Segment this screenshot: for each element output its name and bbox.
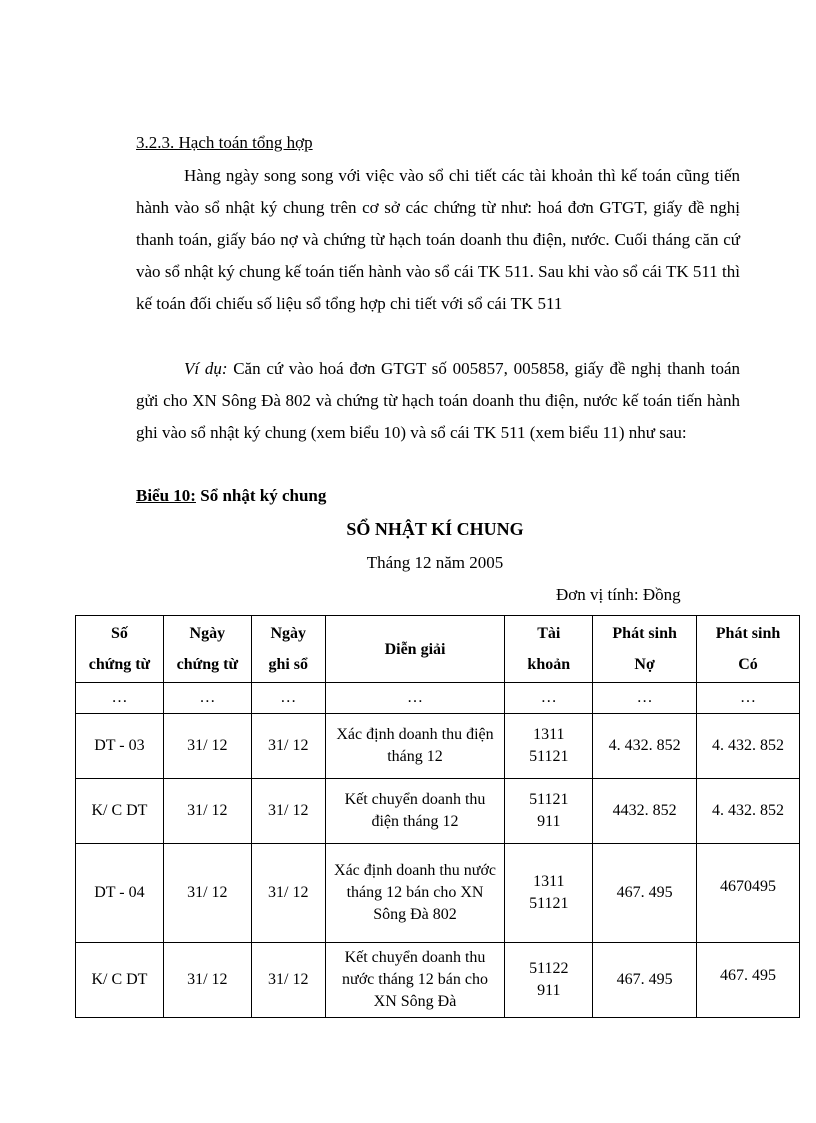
credit-cell: 4. 432. 852 xyxy=(697,779,800,844)
ledger-title: SỔ NHẬT KÍ CHUNG xyxy=(346,519,524,539)
header-debit: Phát sinh Nợ xyxy=(593,616,697,683)
ledger-unit: Đơn vị tính: Đồng xyxy=(556,585,681,604)
account-cell: 51121 911 xyxy=(505,779,593,844)
ellipsis-cell: … xyxy=(251,683,325,714)
header-doc-date: Ngày chứng từ xyxy=(163,616,251,683)
account-cell: 1311 51121 xyxy=(505,714,593,779)
ellipsis-cell: … xyxy=(505,683,593,714)
post-date-cell: 31/ 12 xyxy=(251,779,325,844)
paragraph-intro xyxy=(136,160,740,320)
doc-date-cell: 31/ 12 xyxy=(163,714,251,779)
header-credit: Phát sinh Có xyxy=(697,616,800,683)
header-description: Diễn giải xyxy=(325,616,505,683)
credit-cell: 4670495 xyxy=(697,844,800,943)
example-label: Ví dụ: xyxy=(184,359,228,378)
debit-cell: 467. 495 xyxy=(593,943,697,1018)
account-cell: 1311 51121 xyxy=(505,844,593,943)
credit-cell: 4. 432. 852 xyxy=(697,714,800,779)
table-row xyxy=(76,844,800,943)
debit-cell: 4432. 852 xyxy=(593,779,697,844)
table-row-ellipsis xyxy=(76,683,800,714)
table-caption-title: Sổ nhật ký chung xyxy=(195,486,327,505)
doc-no-cell: DT - 04 xyxy=(76,844,164,943)
ellipsis-cell: … xyxy=(325,683,505,714)
post-date-cell: 31/ 12 xyxy=(251,844,325,943)
doc-date-cell: 31/ 12 xyxy=(163,844,251,943)
ellipsis-cell: … xyxy=(697,683,800,714)
example-text: Căn cứ vào hoá đơn GTGT số 005857, 005858, giấy đề nghị thanh toán gửi cho XN Sông Đà 802 và chứng từ hạch toán doanh thu điện, nước kế toán tiến hành ghi vào sổ nhật ký chung (xem biểu 10) và sổ cái TK 511 (xem biểu 11) như sau: xyxy=(136,359,740,442)
paragraph-example xyxy=(136,353,740,449)
description-cell: Kết chuyển doanh thu điện tháng 12 xyxy=(325,779,505,844)
post-date-cell: 31/ 12 xyxy=(251,943,325,1018)
doc-date-cell: 31/ 12 xyxy=(163,779,251,844)
doc-no-cell: K/ C DT xyxy=(76,779,164,844)
paragraph-example-text xyxy=(136,353,740,449)
description-cell: Xác định doanh thu điện tháng 12 xyxy=(325,714,505,779)
table-row xyxy=(76,779,800,844)
ellipsis-cell: … xyxy=(593,683,697,714)
ledger-period: Tháng 12 năm 2005 xyxy=(366,553,504,572)
post-date-cell: 31/ 12 xyxy=(251,714,325,779)
header-doc-no: Số chứng từ xyxy=(76,616,164,683)
table-header-row xyxy=(76,616,800,683)
table-caption xyxy=(136,486,326,506)
credit-cell: 467. 495 xyxy=(697,943,800,1018)
section-heading: 3.2.3. Hạch toán tổng hợp xyxy=(136,133,313,152)
table-caption-label: Biểu 10: xyxy=(136,486,196,505)
table-row xyxy=(76,943,800,1018)
description-cell: Kết chuyển doanh thu nước tháng 12 bán cho XN Sông Đà xyxy=(325,943,505,1018)
paragraph-intro-text: Hàng ngày song song với việc vào sổ chi tiết các tài khoản thì kế toán cũng tiến hành vào sổ nhật ký chung trên cơ sở các chứng từ như: hoá đơn GTGT, giấy đề nghị thanh toán, giấy báo nợ và chứng từ hạch toán doanh thu điện, nước. Cuối tháng căn cứ vào sổ nhật ký chung kế toán tiến hành vào sổ cái TK 511. Sau khi vào sổ cái TK 511 thì kế toán đối chiếu số liệu sổ tổng hợp chi tiết với sổ cái TK 511 xyxy=(136,166,740,313)
doc-no-cell: DT - 03 xyxy=(76,714,164,779)
general-journal-table xyxy=(75,615,800,1018)
account-cell: 51122 911 xyxy=(505,943,593,1018)
description-cell: Xác định doanh thu nước tháng 12 bán cho XN Sông Đà 802 xyxy=(325,844,505,943)
doc-no-cell: K/ C DT xyxy=(76,943,164,1018)
doc-date-cell: 31/ 12 xyxy=(163,943,251,1018)
header-account: Tài khoản xyxy=(505,616,593,683)
header-post-date: Ngày ghi sổ xyxy=(251,616,325,683)
ellipsis-cell: … xyxy=(163,683,251,714)
debit-cell: 467. 495 xyxy=(593,844,697,943)
ellipsis-cell: … xyxy=(76,683,164,714)
debit-cell: 4. 432. 852 xyxy=(593,714,697,779)
table-row xyxy=(76,714,800,779)
